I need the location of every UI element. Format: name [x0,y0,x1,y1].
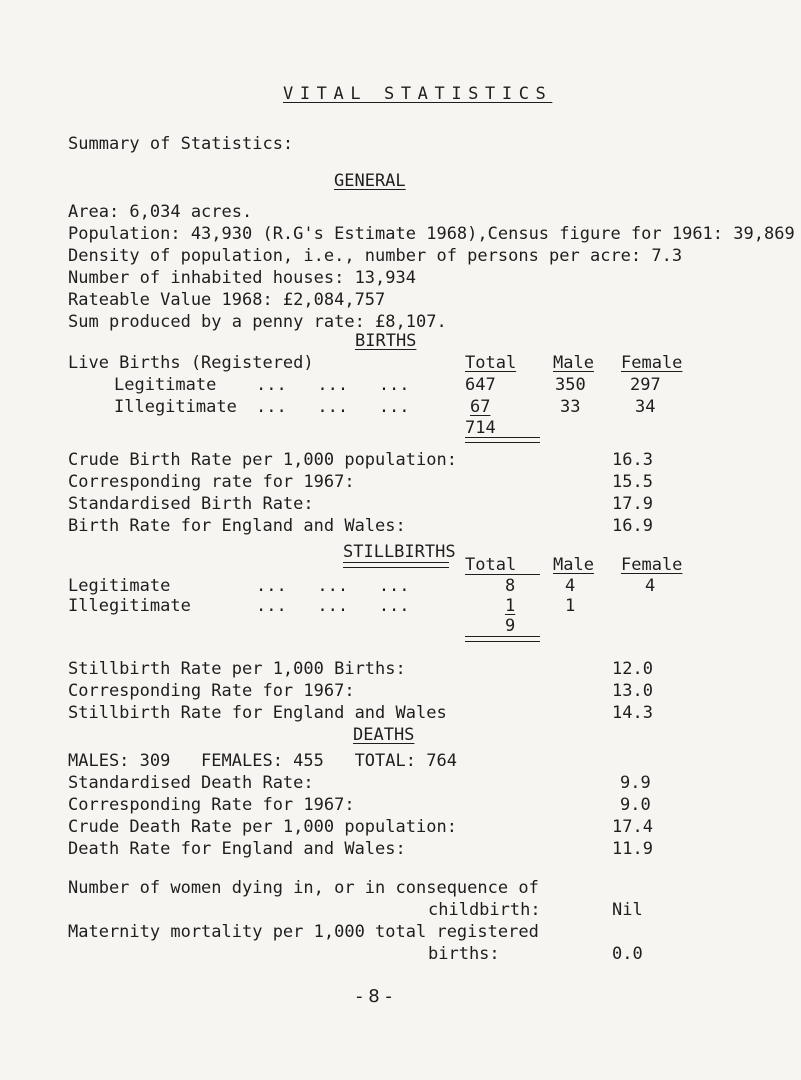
stillbirth-rate-england-value: 14.3 [612,703,653,723]
maternal-mortality-line2: births: [428,944,500,964]
stillbirth-rate-1967-label: Corresponding Rate for 1967: [68,681,355,701]
births-legitimate-total: 647 [465,375,496,395]
births-legitimate-female: 297 [630,375,661,395]
stillbirths-illegitimate-male: 1 [565,596,576,616]
births-heading: BIRTHS [355,331,417,351]
births-legitimate-male: 350 [555,375,586,395]
deaths-heading: DEATHS [353,725,415,745]
maternal-women-value: Nil [612,900,643,920]
stillbirths-heading: STILLBIRTHS [343,542,456,562]
birth-rate-1967-value: 15.5 [612,472,653,492]
stillbirths-illegitimate-total: 1 [505,596,516,616]
birth-rate-england-value: 16.9 [612,516,653,536]
stillbirths-legitimate-total: 8 [505,576,516,596]
births-illegitimate-male: 33 [560,397,581,417]
stillbirths-legitimate-dots: ... ... ... [256,576,410,596]
live-births-label: Live Births (Registered) [68,353,314,373]
death-rate-crude-value: 17.4 [612,817,653,837]
general-population: Population: 43,930 (R.G's Estimate 1968),Census figure for 1961: 39,869 [68,224,795,244]
death-rate-standardised-label: Standardised Death Rate: [68,773,314,793]
maternal-mortality-line1: Maternity mortality per 1,000 total registered [68,922,539,942]
birth-rate-standardised-value: 17.9 [612,494,653,514]
page-title: VITAL STATISTICS [283,84,553,104]
death-rate-1967-value: 9.0 [620,795,651,815]
births-total-double-rule [465,437,540,443]
stillbirths-col-total: Total [465,555,517,575]
death-rate-crude-label: Crude Death Rate per 1,000 population: [68,817,457,837]
stillbirths-total-double-rule [465,636,540,642]
death-rate-england-value: 11.9 [612,839,653,859]
stillbirths-heading-double-rule [343,562,449,568]
stillbirth-rate-label: Stillbirth Rate per 1,000 Births: [68,659,406,679]
stillbirths-illegitimate-dots: ... ... ... [256,596,410,616]
deaths-totals: MALES: 309 FEMALES: 455 TOTAL: 764 [68,751,457,771]
birth-rate-1967-label: Corresponding rate for 1967: [68,472,355,492]
stillbirths-col-male: Male [553,555,594,575]
stillbirth-rate-england-label: Stillbirth Rate for England and Wales [68,703,447,723]
births-illegitimate-dots: ... ... ... [256,397,410,417]
birth-rate-england-label: Birth Rate for England and Wales: [68,516,406,536]
stillbirths-illegitimate-label: Illegitimate [68,596,191,616]
page-number: - 8 - [356,986,392,1007]
general-area: Area: 6,034 acres. [68,202,253,222]
maternal-mortality-value: 0.0 [612,944,643,964]
general-density: Density of population, i.e., number of persons per acre: 7.3 [68,246,683,266]
maternal-women-line1: Number of women dying in, or in consequence of [68,878,539,898]
stillbirth-rate-value: 12.0 [612,659,653,679]
maternal-women-line2: childbirth: [428,900,541,920]
general-heading: GENERAL [334,171,406,191]
births-col-male: Male [553,353,594,373]
summary-heading: Summary of Statistics: [68,134,294,154]
birth-rate-crude-label: Crude Birth Rate per 1,000 population: [68,450,457,470]
stillbirths-col-female: Female [621,555,683,575]
stillbirths-grand-total: 9 [505,616,516,636]
stillbirths-legitimate-male: 4 [565,576,576,596]
births-grand-total: 714 [465,418,496,438]
births-illegitimate-label: Illegitimate [114,397,237,417]
general-penny-rate: Sum produced by a penny rate: £8,107. [68,312,447,332]
stillbirths-legitimate-female: 4 [645,576,656,596]
stillbirth-rate-1967-value: 13.0 [612,681,653,701]
births-col-total: Total [465,353,517,373]
births-illegitimate-total: 67 [470,397,491,417]
birth-rate-crude-value: 16.3 [612,450,653,470]
stillbirths-total-rule [465,574,540,575]
death-rate-england-label: Death Rate for England and Wales: [68,839,406,859]
stillbirths-legitimate-label: Legitimate [68,576,171,596]
general-houses: Number of inhabited houses: 13,934 [68,268,416,288]
birth-rate-standardised-label: Standardised Birth Rate: [68,494,314,514]
general-rateable-value: Rateable Value 1968: £2,084,757 [68,290,386,310]
births-illegitimate-female: 34 [635,397,656,417]
death-rate-standardised-value: 9.9 [620,773,651,793]
births-col-female: Female [621,353,683,373]
death-rate-1967-label: Corresponding Rate for 1967: [68,795,355,815]
births-legitimate-dots: ... ... ... [256,375,410,395]
births-legitimate-label: Legitimate [114,375,217,395]
